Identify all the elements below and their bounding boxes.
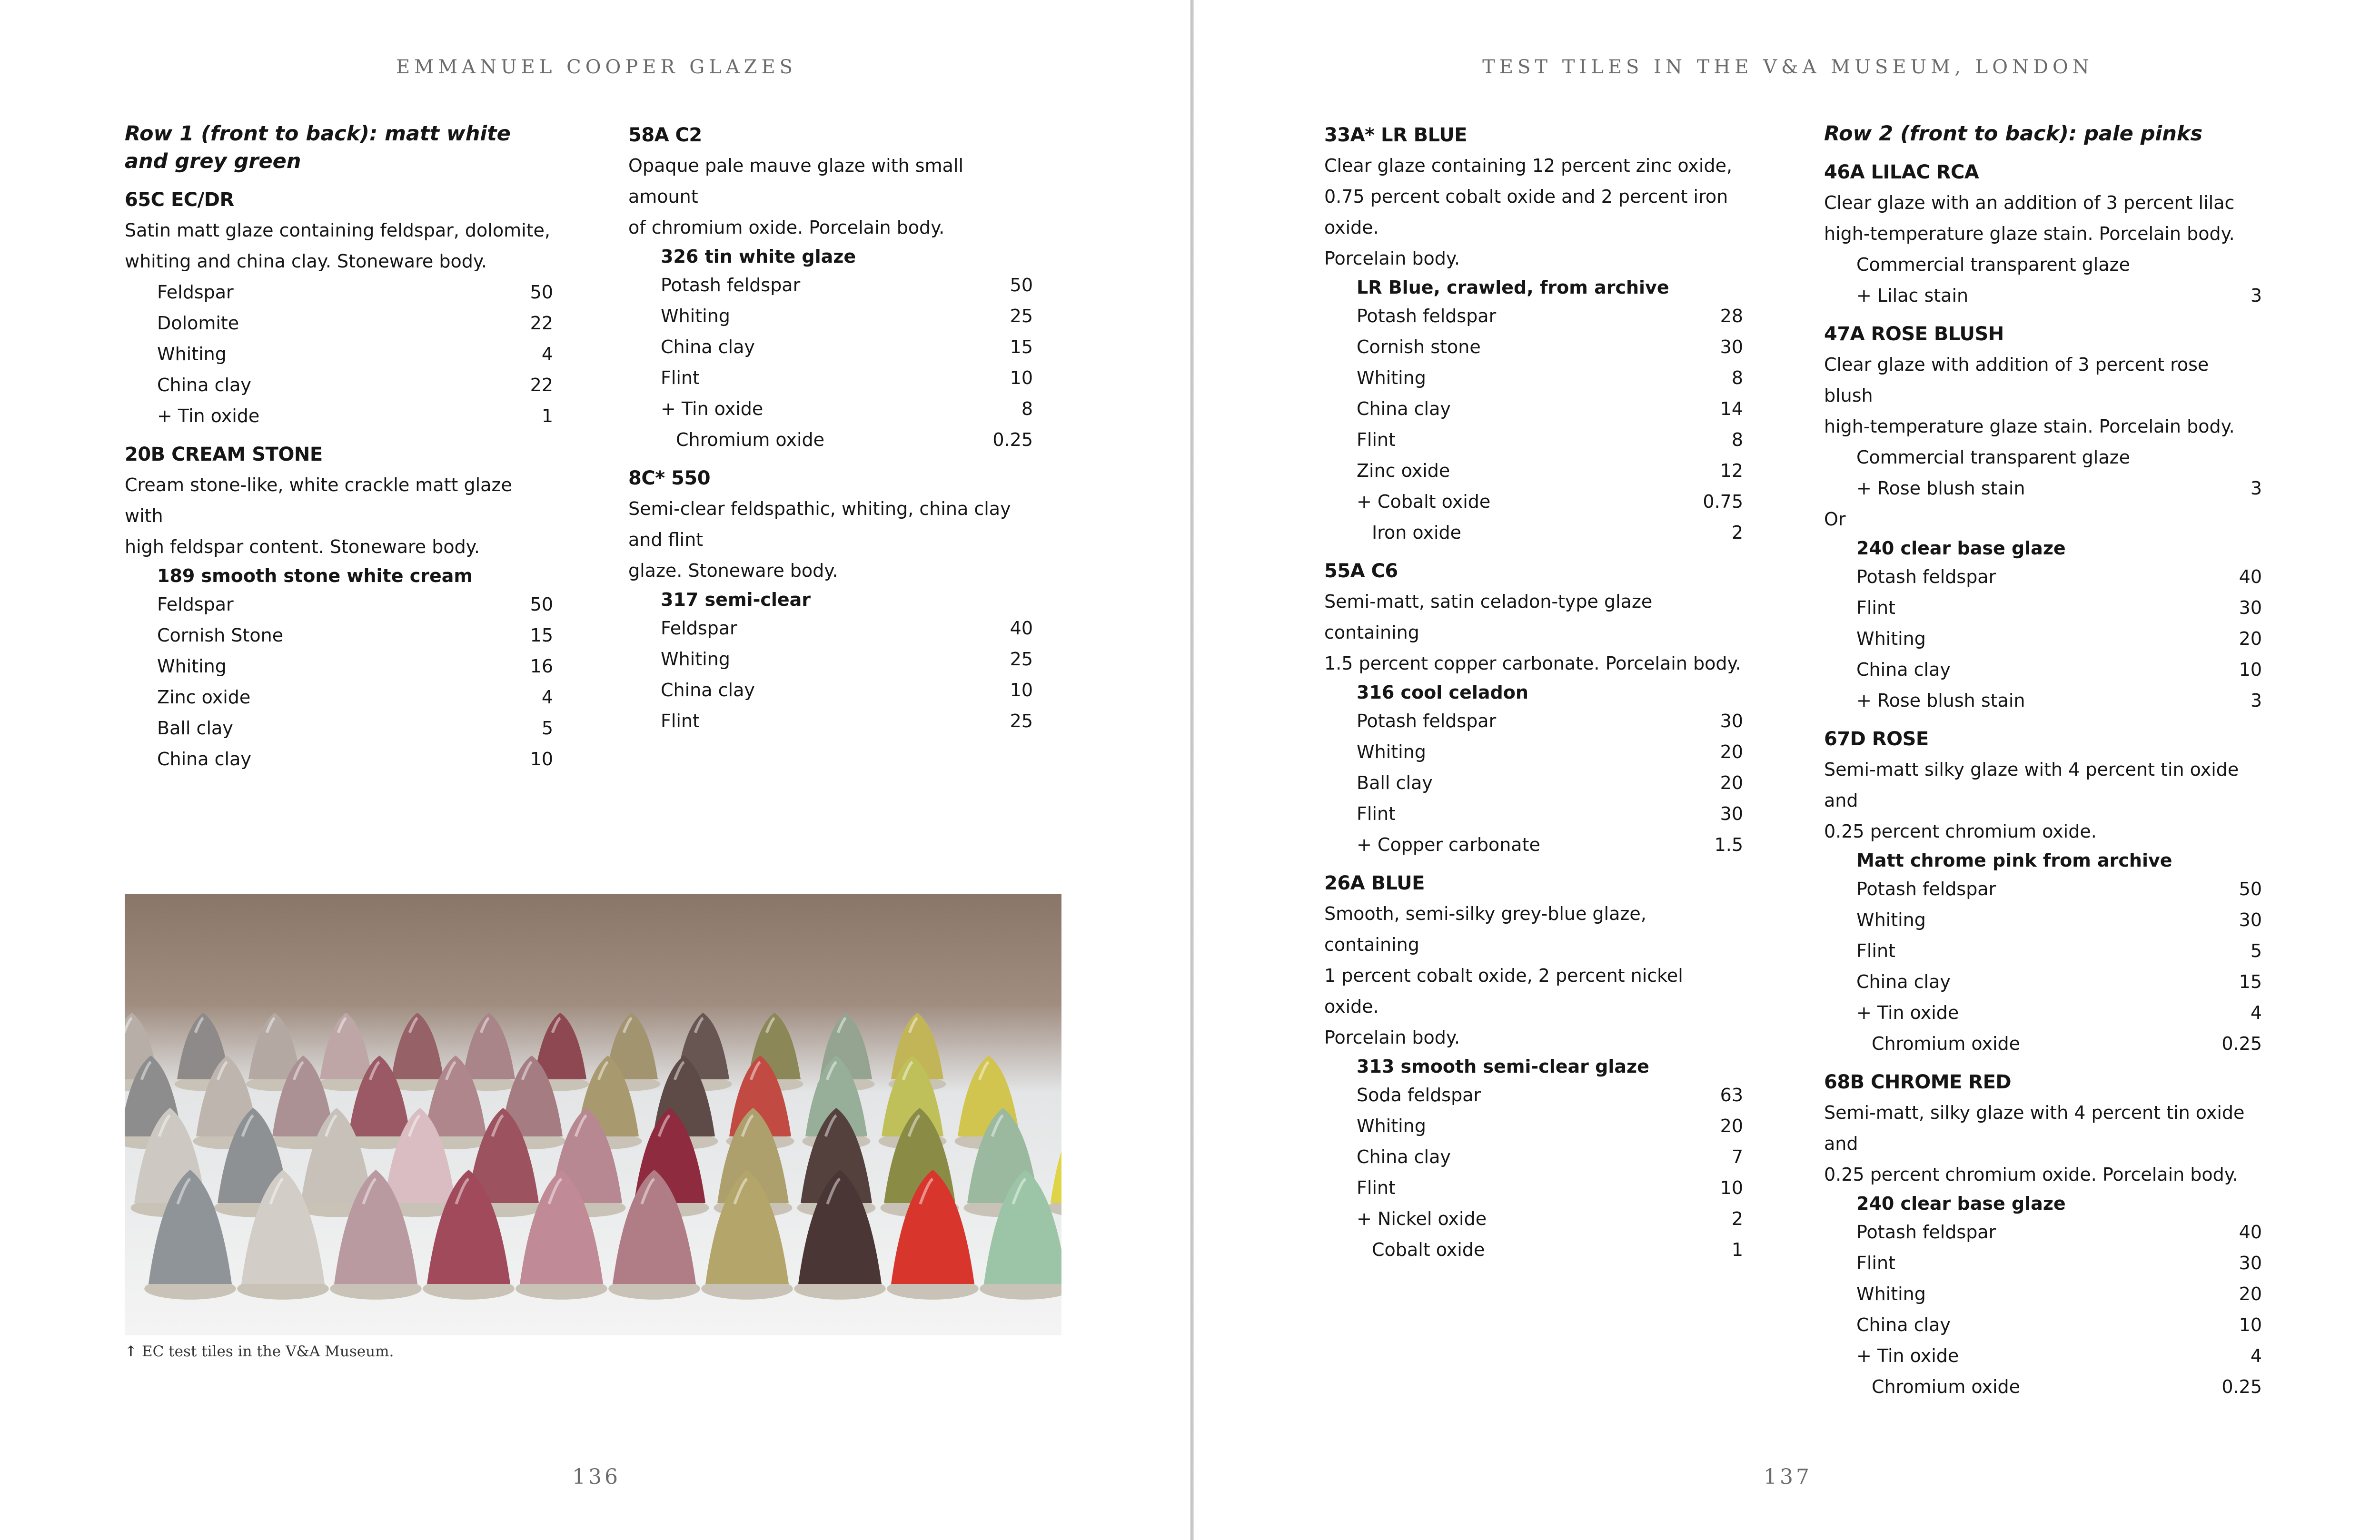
recipe-title: 317 semi-clear bbox=[661, 589, 811, 610]
ingredient-amount: 30 bbox=[1720, 711, 1743, 731]
glaze-entry bbox=[1324, 556, 1743, 860]
recipe-row bbox=[661, 675, 1033, 706]
ingredient-name: Whiting bbox=[1856, 1283, 1926, 1304]
ingredient-amount: 0.75 bbox=[1703, 491, 1743, 512]
glaze-entry bbox=[628, 120, 1033, 455]
glaze-entry bbox=[1824, 1067, 2262, 1402]
recipe-row bbox=[1357, 799, 1743, 829]
glaze-entry bbox=[628, 463, 1033, 737]
ingredient-name: Chromium oxide bbox=[676, 429, 825, 450]
recipe-table bbox=[1824, 442, 2262, 504]
recipe-row bbox=[1357, 1204, 1743, 1234]
recipe-row bbox=[661, 301, 1033, 332]
glaze-description-line: Opaque pale mauve glaze with small amount bbox=[628, 155, 964, 207]
ingredient-name: Flint bbox=[661, 367, 700, 388]
recipe-row bbox=[1357, 1234, 1743, 1265]
ingredient-amount: 0.25 bbox=[2221, 1376, 2262, 1397]
ingredient-amount: 1 bbox=[1731, 1239, 1743, 1260]
recipe-row bbox=[661, 363, 1033, 394]
glaze-name: 20B CREAM STONE bbox=[125, 444, 323, 465]
ingredient-amount: 10 bbox=[2239, 659, 2262, 680]
recipe-row bbox=[661, 706, 1033, 737]
ingredient-name: + Tin oxide bbox=[157, 405, 260, 426]
ingredient-name: Cornish Stone bbox=[157, 625, 284, 646]
ingredient-amount: 30 bbox=[2239, 1253, 2262, 1273]
glaze-description-line: Semi-matt silky glaze with 4 percent tin oxide and bbox=[1824, 759, 2239, 811]
caption-arrow-icon: ↑ bbox=[125, 1343, 137, 1360]
ingredient-name: China clay bbox=[661, 680, 755, 701]
ingredient-name: Commercial transparent glaze bbox=[1856, 447, 2130, 468]
recipe-row bbox=[1357, 424, 1743, 455]
recipe-row bbox=[1357, 1080, 1743, 1111]
ingredient-amount: 4 bbox=[541, 344, 553, 365]
ingredient-name: Flint bbox=[1357, 1177, 1396, 1198]
glaze-entry bbox=[1824, 724, 2262, 1059]
ingredient-name: Whiting bbox=[1357, 1116, 1426, 1136]
ingredient-name: Commercial transparent glaze bbox=[1856, 254, 2130, 275]
ingredient-name: Iron oxide bbox=[1372, 522, 1462, 543]
ingredient-amount: 30 bbox=[2239, 597, 2262, 618]
recipe-row bbox=[1856, 1341, 2262, 1372]
recipe-row bbox=[1856, 685, 2262, 716]
glaze-description-line: Clear glaze with an addition of 3 percent lilac bbox=[1824, 192, 2235, 213]
ingredient-amount: 22 bbox=[530, 375, 553, 395]
page-number-right: 137 bbox=[1764, 1465, 1812, 1489]
ingredient-name: China clay bbox=[1357, 398, 1451, 419]
test-tiles-photo bbox=[125, 894, 1061, 1335]
glaze-description-line: of chromium oxide. Porcelain body. bbox=[628, 217, 945, 238]
ingredient-amount: 22 bbox=[530, 313, 553, 334]
ingredient-amount: 20 bbox=[1720, 1116, 1743, 1136]
glaze-name: 47A ROSE BLUSH bbox=[1824, 323, 2004, 345]
ingredient-amount: 0.25 bbox=[2221, 1033, 2262, 1054]
glaze-description-line: Cream stone-like, white crackle matt glaze with bbox=[125, 474, 512, 526]
glaze-description-line: whiting and china clay. Stoneware body. bbox=[125, 251, 487, 272]
ingredient-name: Whiting bbox=[157, 656, 227, 677]
recipe-row bbox=[1856, 967, 2262, 997]
glaze-description-line: high feldspar content. Stoneware body. bbox=[125, 536, 480, 557]
ingredient-name: China clay bbox=[157, 749, 251, 770]
ingredient-name: Dolomite bbox=[157, 313, 239, 334]
right-column-2 bbox=[1824, 120, 2262, 1410]
recipe-row bbox=[1357, 486, 1743, 517]
recipe-row bbox=[1357, 706, 1743, 737]
ingredient-amount: 5 bbox=[2250, 940, 2262, 961]
page-number-left: 136 bbox=[572, 1465, 621, 1489]
ingredient-name: Soda feldspar bbox=[1357, 1085, 1481, 1106]
recipe-row bbox=[661, 644, 1033, 675]
glaze-name: 26A BLUE bbox=[1324, 872, 1425, 894]
recipe-row bbox=[1856, 1028, 2262, 1059]
recipe-table bbox=[628, 586, 1033, 737]
ingredient-name: China clay bbox=[1357, 1146, 1451, 1167]
ingredient-name: + Tin oxide bbox=[1856, 1345, 1959, 1366]
ingredient-amount: 4 bbox=[2250, 1345, 2262, 1366]
recipe-row bbox=[157, 339, 553, 370]
running-head-left: EMMANUEL COOPER GLAZES bbox=[396, 56, 797, 78]
ingredient-name: China clay bbox=[1856, 971, 1951, 992]
recipe-row bbox=[1856, 1372, 2262, 1402]
recipe-row bbox=[1357, 301, 1743, 332]
ingredient-amount: 30 bbox=[2239, 909, 2262, 930]
ingredient-amount: 16 bbox=[530, 656, 553, 677]
ingredient-name: Whiting bbox=[1357, 741, 1426, 762]
ingredient-name: Potash feldspar bbox=[1357, 306, 1497, 326]
ingredient-amount: 20 bbox=[2239, 628, 2262, 649]
ingredient-name: Feldspar bbox=[661, 618, 737, 639]
ingredient-name: Potash feldspar bbox=[1357, 711, 1497, 731]
running-head-right: TEST TILES IN THE V&A MUSEUM, LONDON bbox=[1482, 56, 2093, 78]
ingredient-name: Flint bbox=[1856, 597, 1895, 618]
recipe-row bbox=[1856, 1217, 2262, 1248]
ingredient-name: + Nickel oxide bbox=[1357, 1208, 1487, 1229]
ingredient-name: + Rose blush stain bbox=[1856, 478, 2025, 499]
ingredient-name: Whiting bbox=[1856, 628, 1926, 649]
recipe-title: LR Blue, crawled, from archive bbox=[1357, 277, 1669, 298]
right-column-1 bbox=[1324, 120, 1743, 1273]
left-column-1 bbox=[125, 120, 553, 782]
ingredient-name: China clay bbox=[1856, 1314, 1951, 1335]
glaze-description-line: Clear glaze with addition of 3 percent rose blush bbox=[1824, 354, 2209, 406]
ingredient-name: Zinc oxide bbox=[157, 687, 251, 708]
test-tiles-illustration bbox=[125, 894, 1061, 1335]
recipe-row bbox=[157, 651, 553, 682]
ingredient-name: Flint bbox=[1856, 1253, 1895, 1273]
recipe-row bbox=[661, 424, 1033, 455]
glaze-description-line: 0.25 percent chromium oxide. Porcelain body. bbox=[1824, 1164, 2238, 1185]
right-page bbox=[1196, 0, 2380, 1540]
recipe-row bbox=[157, 713, 553, 744]
recipe-row bbox=[1856, 562, 2262, 592]
recipe-row bbox=[157, 620, 553, 651]
recipe-table bbox=[1824, 1190, 2262, 1402]
recipe-table bbox=[1324, 1053, 1743, 1265]
ingredient-amount: 20 bbox=[1720, 772, 1743, 793]
recipe-row bbox=[1357, 1173, 1743, 1204]
ingredient-amount: 15 bbox=[2239, 971, 2262, 992]
ingredient-amount: 40 bbox=[2239, 566, 2262, 587]
ingredient-name: Ball clay bbox=[1357, 772, 1433, 793]
ingredient-name: Potash feldspar bbox=[1856, 879, 1996, 899]
recipe-table bbox=[1824, 249, 2262, 311]
recipe-row bbox=[661, 613, 1033, 644]
ingredient-name: Potash feldspar bbox=[1856, 566, 1996, 587]
recipe-table bbox=[1324, 679, 1743, 860]
ingredient-name: + Lilac stain bbox=[1856, 285, 1969, 306]
ingredient-amount: 40 bbox=[2239, 1222, 2262, 1243]
recipe-row bbox=[1856, 905, 2262, 936]
recipe-title: Matt chrome pink from archive bbox=[1856, 850, 2172, 871]
recipe-table bbox=[125, 563, 553, 775]
ingredient-amount: 4 bbox=[541, 687, 553, 708]
ingredient-amount: 20 bbox=[1720, 741, 1743, 762]
glaze-name: 8C* 550 bbox=[628, 467, 711, 489]
recipe-row bbox=[157, 277, 553, 308]
ingredient-amount: 50 bbox=[2239, 879, 2262, 899]
ingredient-amount: 15 bbox=[530, 625, 553, 646]
ingredient-amount: 5 bbox=[541, 718, 553, 739]
ingredient-name: Flint bbox=[1357, 803, 1396, 824]
glaze-entry bbox=[1824, 157, 2262, 311]
recipe-row bbox=[1856, 1248, 2262, 1279]
ingredient-name: Chromium oxide bbox=[1872, 1033, 2021, 1054]
ingredient-amount: 63 bbox=[1720, 1085, 1743, 1106]
recipe-title: 240 clear base glaze bbox=[1856, 1193, 2066, 1214]
alternative-label: Or bbox=[1824, 509, 1846, 530]
recipe-row bbox=[1856, 997, 2262, 1028]
recipe-row bbox=[1357, 768, 1743, 799]
recipe-table bbox=[1324, 274, 1743, 548]
ingredient-amount: 25 bbox=[1010, 711, 1033, 731]
glaze-description-line: Semi-clear feldspathic, whiting, china clay and flint bbox=[628, 498, 1011, 550]
ingredient-amount: 10 bbox=[1010, 680, 1033, 701]
recipe-title: 189 smooth stone white cream bbox=[157, 565, 473, 586]
glaze-description-line: Porcelain body. bbox=[1324, 248, 1460, 269]
glaze-name: 58A C2 bbox=[628, 124, 702, 146]
ingredient-amount: 25 bbox=[1010, 649, 1033, 670]
recipe-row bbox=[1856, 654, 2262, 685]
ingredient-amount: 50 bbox=[530, 594, 553, 615]
recipe-title: 313 smooth semi-clear glaze bbox=[1357, 1056, 1649, 1077]
ingredient-amount: 50 bbox=[530, 282, 553, 303]
ingredient-amount: 8 bbox=[1731, 429, 1743, 450]
glaze-description-line: Smooth, semi-silky grey-blue glaze, containing bbox=[1324, 903, 1646, 955]
ingredient-amount: 1 bbox=[541, 405, 553, 426]
ingredient-amount: 10 bbox=[530, 749, 553, 770]
glaze-entry bbox=[1324, 120, 1743, 548]
ingredient-name: + Tin oxide bbox=[1856, 1002, 1959, 1023]
recipe-row bbox=[157, 744, 553, 775]
recipe-row bbox=[157, 401, 553, 432]
glaze-description-line: Satin matt glaze containing feldspar, dolomite, bbox=[125, 220, 551, 241]
ingredient-amount: 30 bbox=[1720, 803, 1743, 824]
recipe-row bbox=[661, 394, 1033, 424]
ingredient-name: Whiting bbox=[1856, 909, 1926, 930]
recipe-row bbox=[1357, 737, 1743, 768]
ingredient-amount: 3 bbox=[2250, 690, 2262, 711]
glaze-name: 46A LILAC RCA bbox=[1824, 161, 1979, 183]
row-heading: Row 1 (front to back): matt white and grey green bbox=[125, 122, 511, 173]
recipe-row bbox=[1357, 394, 1743, 424]
recipe-row bbox=[661, 332, 1033, 363]
recipe-row bbox=[157, 682, 553, 713]
ingredient-name: Chromium oxide bbox=[1872, 1376, 2021, 1397]
recipe-row bbox=[1856, 874, 2262, 905]
book-gutter bbox=[1190, 0, 1194, 1540]
recipe-row bbox=[1357, 332, 1743, 363]
ingredient-name: Whiting bbox=[1357, 367, 1426, 388]
recipe-table bbox=[1824, 535, 2262, 716]
ingredient-name: Feldspar bbox=[157, 282, 234, 303]
recipe-row bbox=[157, 589, 553, 620]
ingredient-amount: 50 bbox=[1010, 275, 1033, 296]
recipe-row bbox=[1357, 517, 1743, 548]
glaze-description-line: high-temperature glaze stain. Porcelain body. bbox=[1824, 223, 2235, 244]
ingredient-name: + Rose blush stain bbox=[1856, 690, 2025, 711]
ingredient-name: Potash feldspar bbox=[661, 275, 801, 296]
ingredient-amount: 40 bbox=[1010, 618, 1033, 639]
ingredient-name: Cornish stone bbox=[1357, 336, 1481, 357]
caption-text: EC test tiles in the V&A Museum. bbox=[141, 1343, 394, 1360]
ingredient-name: Whiting bbox=[661, 306, 730, 326]
ingredient-name: + Copper carbonate bbox=[1357, 834, 1540, 855]
ingredient-amount: 10 bbox=[1720, 1177, 1743, 1198]
ingredient-name: Zinc oxide bbox=[1357, 460, 1450, 481]
recipe-row bbox=[1357, 363, 1743, 394]
glaze-description-line: Semi-matt, silky glaze with 4 percent tin oxide and bbox=[1824, 1102, 2245, 1154]
ingredient-name: + Tin oxide bbox=[661, 398, 764, 419]
ingredient-amount: 2 bbox=[1731, 522, 1743, 543]
photo-caption bbox=[125, 1343, 394, 1360]
recipe-row bbox=[1856, 1279, 2262, 1310]
glaze-description-line: 0.75 percent cobalt oxide and 2 percent iron oxide. bbox=[1324, 186, 1728, 238]
ingredient-amount: 1.5 bbox=[1714, 834, 1743, 855]
left-column-2 bbox=[628, 120, 1033, 744]
glaze-name: 68B CHROME RED bbox=[1824, 1071, 2012, 1093]
recipe-title: 240 clear base glaze bbox=[1856, 538, 2066, 559]
recipe-row bbox=[1856, 1310, 2262, 1341]
recipe-row bbox=[1357, 455, 1743, 486]
recipe-title: 316 cool celadon bbox=[1357, 682, 1528, 703]
ingredient-name: Flint bbox=[1856, 940, 1895, 961]
glaze-description-line: high-temperature glaze stain. Porcelain body. bbox=[1824, 416, 2235, 437]
glaze-description-line: 0.25 percent chromium oxide. bbox=[1824, 821, 2097, 842]
ingredient-name: Whiting bbox=[157, 344, 227, 365]
glaze-entry bbox=[1824, 319, 2262, 716]
glaze-entry bbox=[1324, 868, 1743, 1265]
ingredient-amount: 0.25 bbox=[992, 429, 1033, 450]
glaze-entry bbox=[125, 439, 553, 775]
recipe-row bbox=[1856, 442, 2262, 473]
recipe-row bbox=[157, 308, 553, 339]
recipe-row bbox=[157, 370, 553, 401]
glaze-name: 65C EC/DR bbox=[125, 189, 234, 211]
ingredient-amount: 28 bbox=[1720, 306, 1743, 326]
ingredient-name: Flint bbox=[661, 711, 700, 731]
recipe-table bbox=[1824, 847, 2262, 1059]
glaze-entry bbox=[125, 185, 553, 432]
ingredient-name: Feldspar bbox=[157, 594, 234, 615]
ingredient-name: China clay bbox=[661, 336, 755, 357]
ingredient-name: + Cobalt oxide bbox=[1357, 491, 1491, 512]
ingredient-name: Potash feldspar bbox=[1856, 1222, 1996, 1243]
recipe-row bbox=[1357, 1111, 1743, 1142]
ingredient-amount: 15 bbox=[1010, 336, 1033, 357]
recipe-row bbox=[1357, 1142, 1743, 1173]
recipe-row bbox=[1856, 280, 2262, 311]
ingredient-amount: 8 bbox=[1021, 398, 1033, 419]
ingredient-amount: 30 bbox=[1720, 336, 1743, 357]
ingredient-amount: 10 bbox=[2239, 1314, 2262, 1335]
ingredient-amount: 25 bbox=[1010, 306, 1033, 326]
glaze-description-line: Porcelain body. bbox=[1324, 1027, 1460, 1048]
ingredient-amount: 8 bbox=[1731, 367, 1743, 388]
glaze-description-line: Clear glaze containing 12 percent zinc oxide, bbox=[1324, 155, 1733, 176]
row-heading: Row 2 (front to back): pale pinks bbox=[1824, 122, 2203, 146]
ingredient-name: Flint bbox=[1357, 429, 1396, 450]
recipe-row bbox=[1856, 623, 2262, 654]
ingredient-amount: 2 bbox=[1731, 1208, 1743, 1229]
glaze-description-line: Semi-matt, satin celadon-type glaze containing bbox=[1324, 591, 1653, 643]
recipe-table bbox=[628, 243, 1033, 455]
glaze-name: 55A C6 bbox=[1324, 560, 1398, 582]
recipe-title: 326 tin white glaze bbox=[661, 246, 856, 267]
recipe-table bbox=[125, 277, 553, 432]
ingredient-amount: 20 bbox=[2239, 1283, 2262, 1304]
ingredient-name: Whiting bbox=[661, 649, 730, 670]
glaze-name: 33A* LR BLUE bbox=[1324, 124, 1468, 146]
recipe-row bbox=[1357, 829, 1743, 860]
ingredient-name: China clay bbox=[1856, 659, 1951, 680]
ingredient-name: Cobalt oxide bbox=[1372, 1239, 1485, 1260]
recipe-row bbox=[1856, 473, 2262, 504]
ingredient-name: China clay bbox=[157, 375, 251, 395]
ingredient-name: Ball clay bbox=[157, 718, 233, 739]
ingredient-amount: 3 bbox=[2250, 285, 2262, 306]
glaze-description-line: 1 percent cobalt oxide, 2 percent nickel oxide. bbox=[1324, 965, 1683, 1017]
recipe-row bbox=[1856, 592, 2262, 623]
recipe-row bbox=[1856, 936, 2262, 967]
recipe-row bbox=[1856, 249, 2262, 280]
ingredient-amount: 10 bbox=[1010, 367, 1033, 388]
ingredient-amount: 3 bbox=[2250, 478, 2262, 499]
ingredient-amount: 7 bbox=[1731, 1146, 1743, 1167]
recipe-row bbox=[661, 270, 1033, 301]
ingredient-amount: 12 bbox=[1720, 460, 1743, 481]
glaze-name: 67D ROSE bbox=[1824, 728, 1929, 750]
ingredient-amount: 4 bbox=[2250, 1002, 2262, 1023]
ingredient-amount: 14 bbox=[1720, 398, 1743, 419]
glaze-description-line: glaze. Stoneware body. bbox=[628, 560, 838, 581]
glaze-description-line: 1.5 percent copper carbonate. Porcelain body. bbox=[1324, 653, 1741, 674]
